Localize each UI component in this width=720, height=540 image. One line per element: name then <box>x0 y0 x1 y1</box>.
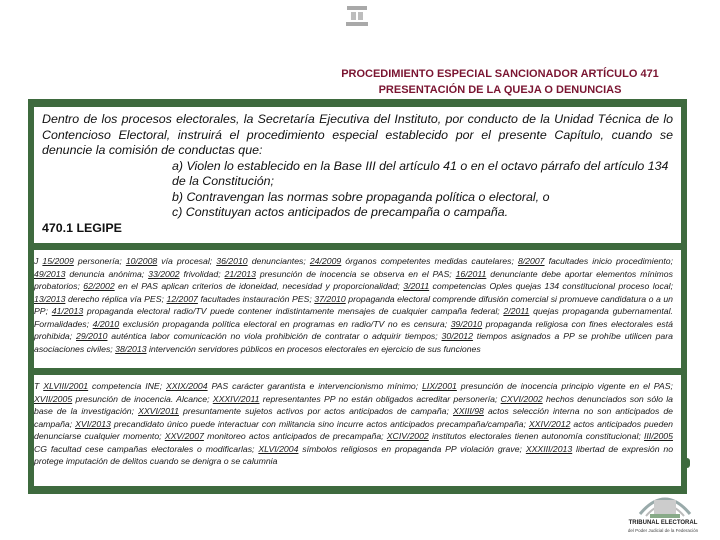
thesis-entry-text: presunción de inocencia principio vigente en el PAS; <box>460 381 673 391</box>
thesis-entry-ref[interactable]: XXIX/2004 <box>166 381 208 391</box>
jurisprudence-entry-text: intervención servidores públicos en procesos electorales en ejercicio de sus funciones <box>148 343 481 354</box>
thesis-entry-ref[interactable]: XVII/2005 <box>34 393 73 404</box>
tribunal-emblem-icon <box>344 4 370 28</box>
title-line-1: PROCEDIMIENTO ESPECIAL SANCIONADOR ARTÍCULO 471 <box>341 68 659 80</box>
jurisprudence-entry-text: quejas propaganda gubernamental. Formalidades; <box>34 306 673 329</box>
thesis-entry-text: hechos denunciados son sólo la base de la investigación; <box>34 393 673 416</box>
thesis-entry-text: competencia INE; <box>92 381 163 391</box>
thesis-entry-text: presunción de inocencia. Alcance; <box>75 393 210 404</box>
thesis-entry-text: símbolos religiosos en propaganda PP violación grave; <box>302 443 522 454</box>
jurisprudence-entry-ref[interactable]: 12/2007 <box>166 293 198 304</box>
thesis-entry-ref[interactable]: XXVI/2011 <box>138 406 179 416</box>
institution-name: TRIBUNAL ELECTORAL <box>628 520 698 526</box>
thesis-entry-text: representantes PP no están obligados acreditar personería; <box>262 393 498 404</box>
thesis-entry-text: institutos electorales tienen autonomía constitucional; <box>431 431 641 441</box>
jurisprudence-entry-text: propaganda electoral comprende difusión comercial si promueve candidatura o a un PP; <box>34 293 674 316</box>
frame-tab <box>684 458 690 468</box>
jurisprudence-entry-ref[interactable]: 29/2010 <box>76 331 108 341</box>
thesis-entry-text: actos selección interna no son anticipados de campaña; <box>34 406 674 429</box>
jurisprudence-entry-ref[interactable]: 16/2011 <box>455 268 487 279</box>
thesis-entry-ref[interactable]: XXIII/98 <box>452 406 484 416</box>
jurisprudence-entry-ref[interactable]: 15/2009 <box>42 256 74 266</box>
jurisprudence-entry-text: vía procesal; <box>161 256 213 266</box>
jurisprudence-entry-ref[interactable]: 2/2011 <box>503 306 530 316</box>
thesis-entry-ref[interactable]: XXV/2007 <box>164 431 204 441</box>
jurisprudence-entry-ref[interactable]: 36/2010 <box>216 256 248 266</box>
article-text <box>42 112 673 236</box>
thesis-entry-text: PAS carácter garantista e intervencionismo mínimo; <box>211 381 419 391</box>
jurisprudence-entry-text: presunción de inocencia se observa en el PAS; <box>259 268 452 279</box>
jurisprudence-entry-text: en el PAS aplican criterios de idoneidad, necesidad y proporcionalidad; <box>118 281 400 291</box>
jurisprudence-entry-text: exclusión propaganda política electoral en programas en radio/TV no es censura; <box>122 318 448 329</box>
article-item-a: a) Violen lo establecido en la Base III del artículo 41 o en el octavo párrafo del artículo 134 de la Constitución; <box>172 158 669 188</box>
jurisprudence-entry-ref[interactable]: 4/2010 <box>92 318 120 329</box>
jurisprudence-entry-ref[interactable]: 30/2012 <box>441 331 473 341</box>
jurisprudence-entry-ref[interactable]: 10/2008 <box>125 256 158 266</box>
thesis-entry-text: precandidato único puede interactuar con militancia sino incurre actos anticipados precampaña/campaña; <box>113 418 526 429</box>
article-intro: Dentro de los procesos electorales, la Secretaría Ejecutiva del Instituto, por conducto de la Unidad Técnica de lo Contencioso Electoral, instruirá el procedimiento especial establecido por el presente Capítulo, cuando se denuncie la comisión de conductas que: <box>42 112 673 157</box>
thesis-entry-ref[interactable]: CXVI/2002 <box>500 393 543 404</box>
jurisprudence-entry-ref[interactable]: 41/2013 <box>51 306 84 316</box>
jurisprudence-entry-text: facultades instauración PES; <box>200 293 312 304</box>
institution-subtitle: del Poder Judicial de la Federación <box>627 528 699 533</box>
jurisprudence-entry-ref[interactable]: 37/2010 <box>314 293 346 304</box>
thesis-entry-text: presuntamente sujetos activos por actos anticipados de campaña; <box>183 406 449 416</box>
thesis-entry-ref[interactable]: XLVIII/2001 <box>43 381 89 391</box>
thesis-entry-ref[interactable]: XCIV/2002 <box>386 431 429 441</box>
article-item-b: b) Contravengan las normas sobre propaganda política o electoral, o <box>172 189 550 204</box>
jurisprudence-entry-text: personería; <box>77 256 122 266</box>
jurisprudence-entry-ref[interactable]: 8/2007 <box>517 256 545 266</box>
thesis-entry-ref[interactable]: III/2005 <box>643 431 673 441</box>
title-line-2: PRESENTACIÓN DE LA QUEJA O DENUNCIAS <box>378 84 622 96</box>
jurisprudence-entry-text: denunciante debe aportar elementos mínimos probatorios; <box>34 268 673 291</box>
thesis-entry-text: CG facultad cese campañas electorales o modificarlas; <box>34 443 255 454</box>
jurisprudence-list <box>34 255 673 355</box>
theses-panel <box>34 375 681 486</box>
jurisprudence-entry-text: tiempos asignados a PP se prohíbe utilicen para asociaciones civiles; <box>34 331 673 354</box>
jurisprudence-entry-ref[interactable]: 33/2002 <box>148 268 180 279</box>
jurisprudence-entry-ref[interactable]: 62/2002 <box>83 281 115 291</box>
thesis-entry-text: monitoreo actos anticipados de precampaña; <box>207 431 384 441</box>
theses-list <box>34 380 673 468</box>
jurisprudence-entry-text: facultades inicio procedimiento; <box>548 256 674 266</box>
jurisprudence-entry-text: auténtica labor comunicación no viola prohibición de contratar o adquirir tiempos; <box>111 331 438 341</box>
jurisprudence-panel <box>34 250 681 368</box>
thesis-entry-ref[interactable]: XXIV/2012 <box>528 418 571 429</box>
thesis-entry-text: actos anticipados pueden denunciarse cualquier momento; <box>34 418 674 441</box>
jurisprudence-entry-text: competencias Oples quejas 134 constitucional proceso local; <box>432 281 673 291</box>
jurisprudence-entry-ref[interactable]: 24/2009 <box>309 256 342 266</box>
jurisprudence-entry-text: propaganda electoral radio/TV puede contener indistintamente mensajes de cualquier campaña federal; <box>86 306 500 316</box>
thesis-entry-ref[interactable]: LIX/2001 <box>422 381 457 391</box>
jurisprudence-entry-text: derecho réplica vía PES; <box>67 293 164 304</box>
jurisprudence-entry-text: denuncia anónima; <box>69 268 145 279</box>
thesis-entry-text: libertad de expresión no protege imputación de delitos cuando se denigra o se calumnia <box>34 443 674 466</box>
jurisprudence-entry-text: órganos competentes medidas cautelares; <box>345 256 514 266</box>
jurisprudence-entry-ref[interactable]: 3/2011 <box>403 281 430 291</box>
article-reference: 470.1 LEGIPE <box>42 220 122 235</box>
thesis-entry-ref[interactable]: XXXIII/2013 <box>525 443 573 454</box>
jurisprudence-entry-text: denunciantes; <box>251 256 306 266</box>
jurisprudence-entry-ref[interactable]: 39/2010 <box>450 318 483 329</box>
jurisprudence-prefix: J <box>34 256 39 266</box>
thesis-entry-ref[interactable]: XVI/2013 <box>75 418 111 429</box>
thesis-entry-ref[interactable]: XLVI/2004 <box>258 443 299 454</box>
jurisprudence-entry-text: frivolidad; <box>183 268 221 279</box>
jurisprudence-entry-text: propaganda religiosa con fines electorales está prohibida; <box>34 318 673 341</box>
jurisprudence-entry-ref[interactable]: 38/2013 <box>115 343 147 354</box>
jurisprudence-entry-ref[interactable]: 13/2013 <box>34 293 66 304</box>
article-panel <box>34 107 681 243</box>
thesis-entry-ref[interactable]: XXXIV/2011 <box>212 393 260 404</box>
page-title <box>300 66 700 98</box>
jurisprudence-entry-ref[interactable]: 21/2013 <box>224 268 256 279</box>
jurisprudence-entry-ref[interactable]: 49/2013 <box>34 268 66 279</box>
article-item-c: c) Constituyan actos anticipados de precampaña o campaña. <box>172 205 509 219</box>
theses-prefix: T <box>34 381 40 391</box>
